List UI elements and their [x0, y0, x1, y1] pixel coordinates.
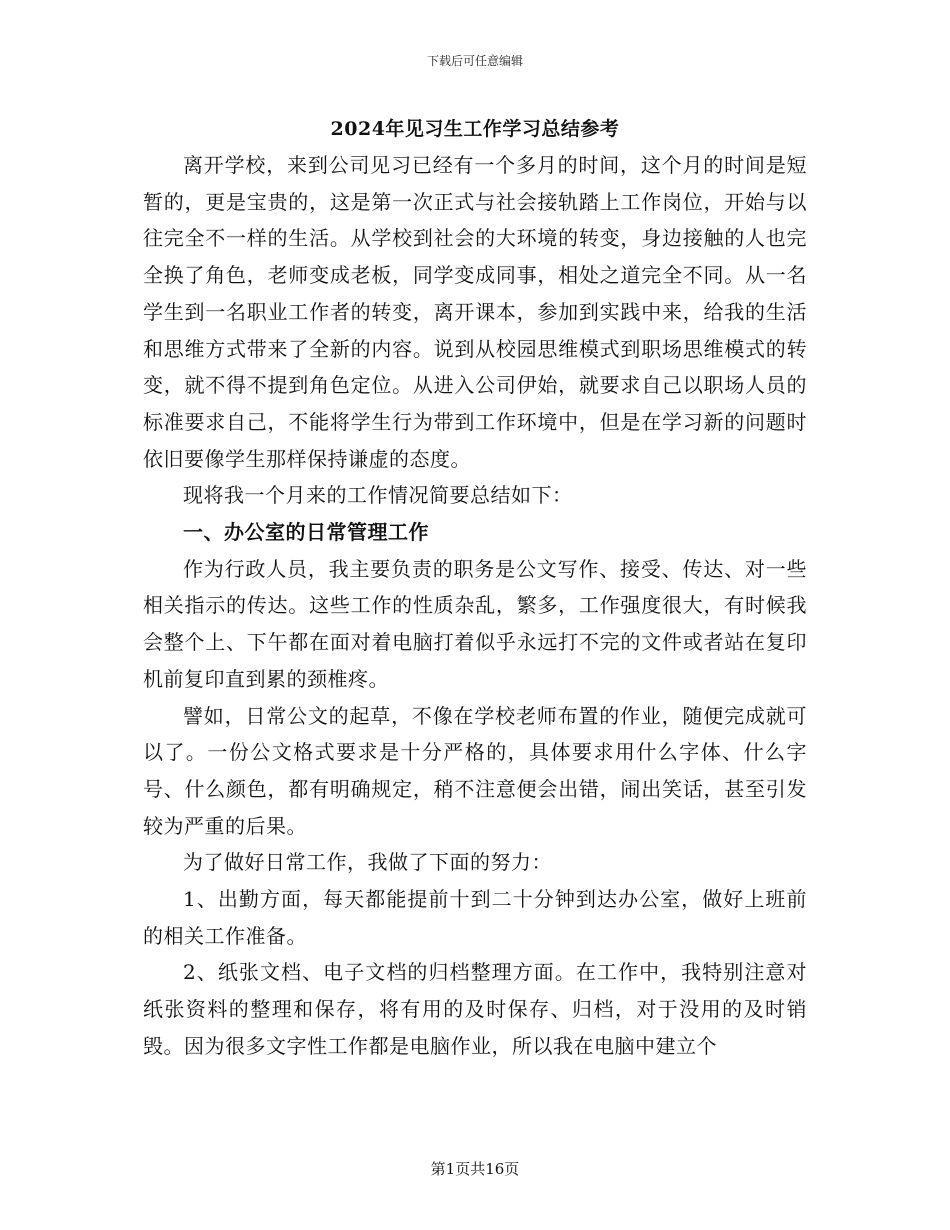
paragraph-efforts-lead: 为了做好日常工作，我做了下面的努力：: [183, 850, 552, 875]
paragraph-item-2: 2、纸张文档、电子文档的归档整理方面。在工作中，我特别注意对纸张资料的整理和保存，将有用的及时保存、归档，对于没用的及时销毁。因为很多文字性工作都是电脑作业，所以我在电脑中建立个: [143, 960, 807, 1058]
paragraph-summary-lead: 现将我一个月来的工作情况简要总结如下：: [183, 483, 573, 508]
document-body: [143, 147, 807, 1065]
paragraph-example: 譬如，日常公文的起草，不像在学校老师布置的作业，随便完成就可以了。一份公文格式要求是十分严格的，具体要求用什么字体、什么字号、什么颜色，都有明确规定，稍不注意便会出错，闹出笑话，甚至引发较为严重的后果。: [143, 703, 807, 838]
page-number: 第1页共16页: [430, 1160, 520, 1178]
paragraph-item-1: 1、出勤方面，每天都能提前十到二十分钟到达办公室，做好上班前的相关工作准备。: [143, 887, 807, 948]
section-heading: 一、办公室的日常管理工作: [183, 520, 429, 545]
paragraph-duties: 作为行政人员，我主要负责的职务是公文写作、接受、传达、对一些相关指示的传达。这些工作的性质杂乱，繁多，工作强度很大，有时候我会整个上、下午都在面对着电脑打着似乎永远打不完的文件或者站在复印机前复印直到累的颈椎疼。: [143, 556, 807, 691]
header-note: 下载后可任意编辑: [426, 54, 523, 68]
document-title: 2024年见习生工作学习总结参考: [330, 118, 620, 140]
paragraph-intro: 离开学校，来到公司见习已经有一个多月的时间，这个月的时间是短暂的，更是宝贵的，这是第一次正式与社会接轨踏上工作岗位，开始与以往完全不一样的生活。从学校到社会的大环境的转变，身边接触的人也完全换了角色，老师变成老板，同学变成同事，相处之道完全不同。从一名学生到一名职业工作者的转变，离开课本，参加到实践中来，给我的生活和思维方式带来了全新的内容。说到从校园思维模式到职场思维模式的转变，就不得不提到角色定位。从进入公司伊始，就要求自己以职场人员的标准要求自己，不能将学生行为带到工作环境中，但是在学习新的问题时依旧要像学生那样保持谦虚的态度。: [143, 153, 807, 471]
